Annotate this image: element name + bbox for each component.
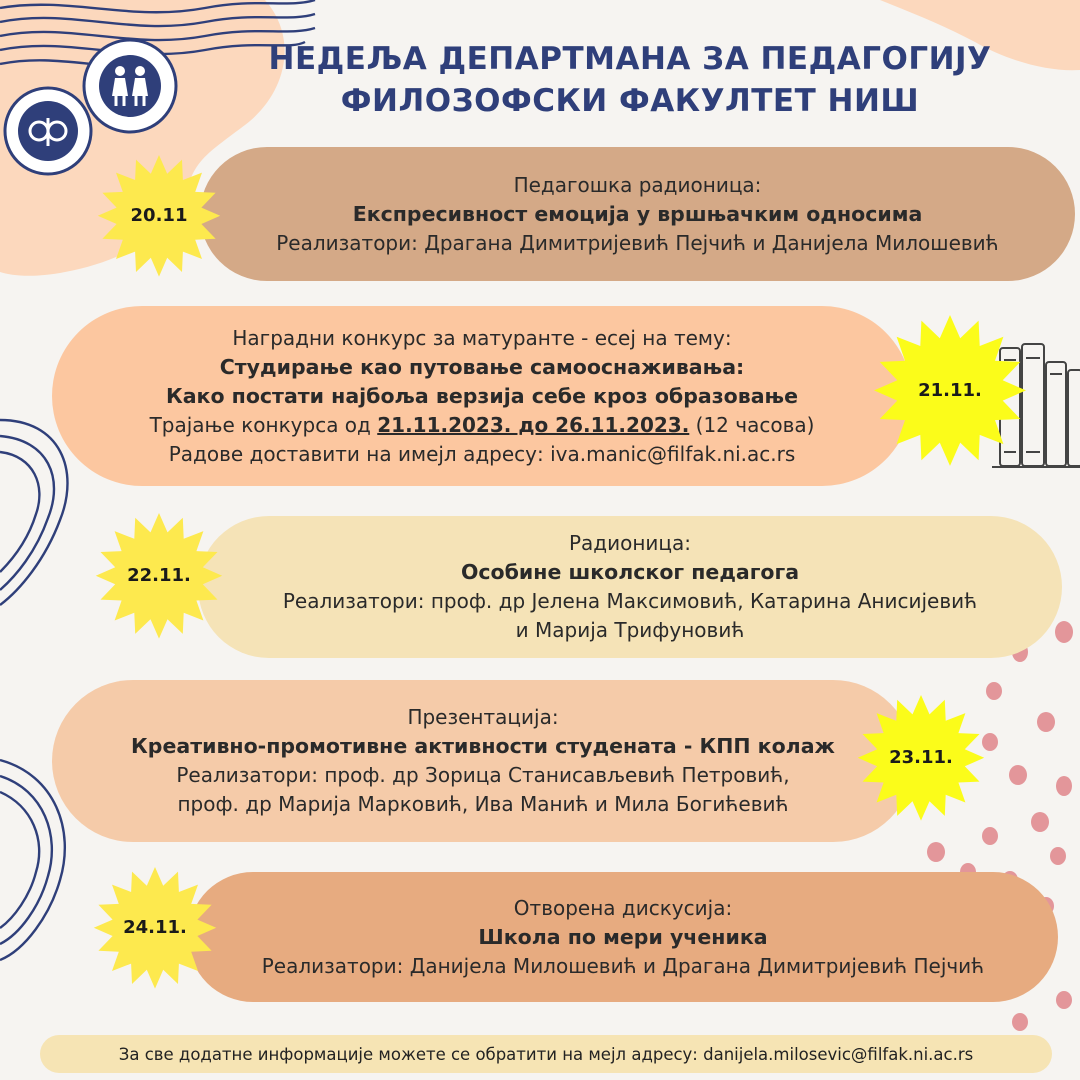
date-badge-5 [92, 864, 218, 990]
event-card-1 [200, 147, 1075, 281]
title-line-1: НЕДЕЉА ДЕПАРТМАНА ЗА ПЕДАГОГИЈУ [268, 41, 992, 77]
event-card-2 [52, 306, 912, 486]
event-1-date: 20.11 [130, 204, 188, 226]
event-2-title: Студирање као путовање самооснаживања: [219, 354, 745, 379]
footer-text: За све додатне информације можете се обратити на мејл адресу: danijela.milosevic@filfak.ni.ac.rs [118, 1044, 974, 1064]
event-4-title: Креативно-промотивне активности студената - КПП колаж [131, 734, 835, 758]
event-5-presenters: Реализатори: Данијела Милошевић и Драгана Димитријевић Пејчић [261, 953, 985, 978]
event-1-presenters: Реализатори: Драгана Димитријевић Пејчић и Данијела Милошевић [276, 230, 999, 255]
title-line-2: ФИЛОЗОФСКИ ФАКУЛТЕТ НИШ [340, 83, 920, 119]
event-3-type: Радионица: [568, 531, 692, 555]
event-5-title: Школа по мери ученика [478, 924, 768, 949]
event-3-title: Особине школског педагога [460, 560, 800, 584]
event-2-type: Наградни конкурс за матуранте - есеј на тему: [232, 325, 732, 350]
event-4-type: Презентација: [407, 705, 559, 729]
event-1-title: Експресивност емоција у вршњачким односима [352, 201, 923, 226]
event-3-presenters-cont: и Марија Трифуновић [515, 618, 745, 642]
event-3-presenters: Реализатори: проф. др Јелена Максимовић, Катарина Анисијевић [282, 589, 978, 613]
event-card-4 [52, 680, 914, 842]
duration-suffix: (12 часова) [695, 412, 815, 437]
navy-loop-lines [0, 420, 68, 960]
event-4-presenters-cont: проф. др Марија Марковић, Ива Манић и Мила Богићевић [177, 792, 789, 816]
event-4-presenters: Реализатори: проф. др Зорица Станисављевић Петровић, [176, 763, 790, 787]
duration-dates: 21.11.2023. до 26.11.2023. [377, 412, 690, 437]
date-badge-1 [96, 152, 222, 278]
event-2-subtitle: Како постати најбоља верзија себе кроз образовање [165, 383, 799, 408]
duration-prefix: Трајање конкурса од [149, 412, 371, 437]
event-4-date: 23.11. [889, 746, 953, 768]
event-5-date: 24.11. [123, 916, 187, 938]
date-badge-2 [872, 312, 1028, 468]
event-5-type: Отворена дискусија: [513, 895, 733, 920]
pedagogy-logo [82, 38, 178, 134]
footer-banner [40, 1035, 1052, 1073]
date-badge-4 [856, 692, 986, 822]
event-2-duration [150, 411, 815, 440]
event-2-date: 21.11. [918, 379, 982, 401]
event-card-5 [188, 872, 1058, 1002]
event-3-date: 22.11. [127, 564, 191, 586]
date-badge-3 [94, 510, 224, 640]
event-card-3 [198, 516, 1062, 658]
page-title [250, 38, 1010, 122]
event-2-email: Радове доставити на имејл адресу: iva.manic@filfak.ni.ac.rs [168, 441, 796, 466]
event-1-type: Педагошка радионица: [513, 172, 762, 197]
faculty-logo [3, 86, 93, 176]
